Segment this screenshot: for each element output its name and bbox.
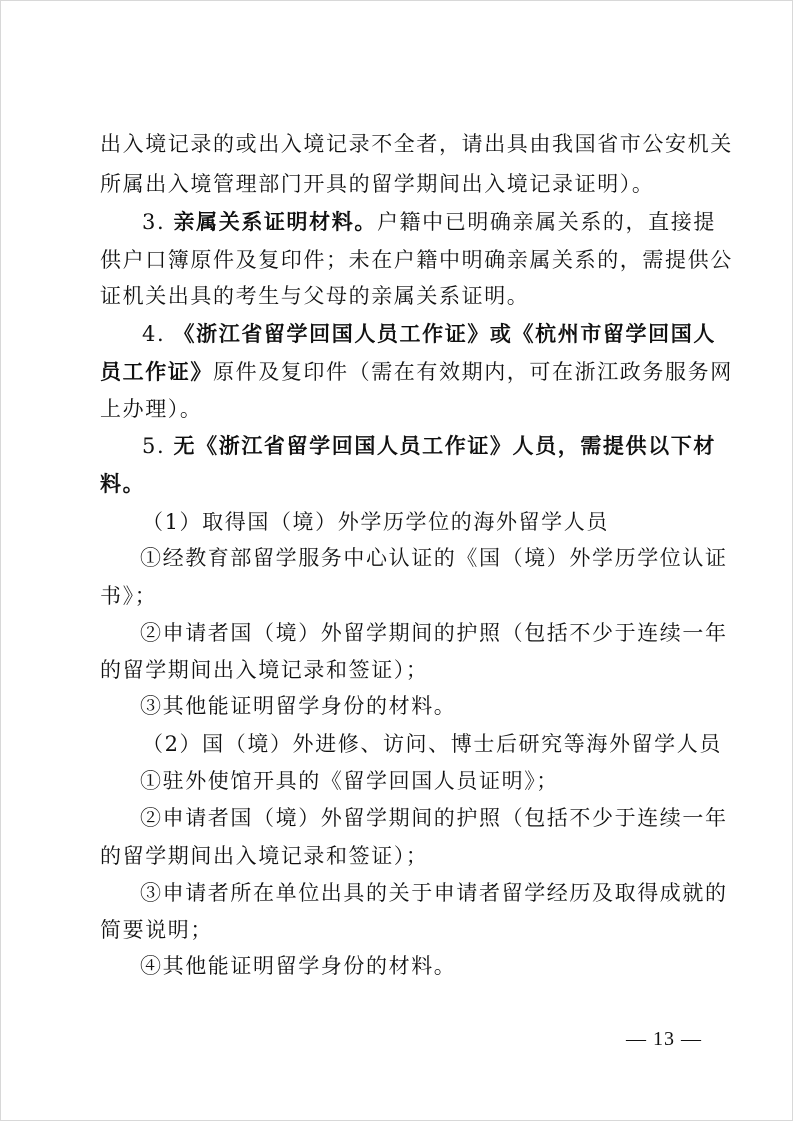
text-line — [140, 763, 740, 799]
text-line — [100, 838, 700, 874]
text-run: 原件及复印件（需在有效期内，可在浙江政务服务网 — [213, 360, 733, 384]
text-line — [100, 166, 700, 202]
text-line — [100, 912, 700, 948]
text-line — [100, 242, 733, 278]
text-run: ②申请者国（境）外留学期间的护照（包括不少于连续一年 — [140, 806, 728, 830]
text-run: 的留学期间出入境记录和签证）； — [100, 658, 429, 682]
text-line — [100, 466, 700, 502]
text-line — [100, 391, 700, 427]
text-line — [142, 316, 742, 352]
text-line — [142, 726, 742, 762]
page-number: — 13 — — [626, 1028, 702, 1050]
text-line — [100, 578, 700, 614]
bold-heading: 员工作证》 — [100, 359, 213, 384]
text-run: 简要说明； — [100, 918, 213, 942]
text-line — [140, 800, 740, 836]
text-line — [142, 428, 742, 464]
text-run: 书》； — [100, 584, 158, 608]
bold-heading: 《浙江省留学回国人员工作证》或《杭州市留学回国人 — [173, 321, 716, 346]
bold-heading: 料。 — [100, 471, 146, 496]
list-number: 3. — [142, 210, 166, 234]
text-run: 的留学期间出入境记录和签证）； — [100, 844, 429, 868]
text-run: ③其他能证明留学身份的材料。 — [140, 694, 457, 718]
text-line — [100, 278, 700, 314]
list-number: 5. — [142, 434, 166, 458]
text-line — [100, 354, 733, 390]
text-line — [100, 126, 733, 162]
text-run: 上办理）。 — [100, 397, 203, 421]
text-run: 出入境记录的或出入境记录不全者，请出具由我国省市公安机关 — [100, 132, 733, 156]
text-line — [140, 688, 740, 724]
text-line — [100, 652, 700, 688]
text-line — [142, 204, 742, 240]
text-run: ②申请者国（境）外留学期间的护照（包括不少于连续一年 — [140, 621, 728, 645]
text-line — [140, 615, 740, 651]
text-run: 所属出入境管理部门开具的留学期间出入境记录证明）。 — [100, 172, 655, 196]
text-line — [140, 948, 740, 984]
text-run: ④其他能证明留学身份的材料。 — [140, 954, 457, 978]
text-run: 证机关出具的考生与父母的亲属关系证明。 — [100, 284, 530, 308]
text-line — [140, 540, 740, 576]
text-run: ①经教育部留学服务中心认证的《国（境）外学历学位认证 — [140, 546, 728, 570]
text-run: ③申请者所在单位出具的关于申请者留学经历及取得成就的 — [140, 881, 728, 905]
text-line — [142, 504, 742, 540]
subheading: （2）国（境）外进修、访问、博士后研究等海外留学人员 — [142, 732, 722, 756]
bold-heading: 无《浙江省留学回国人员工作证》人员，需提供以下材 — [173, 433, 716, 458]
text-run: ①驻外使馆开具的《留学回国人员证明》； — [140, 769, 559, 793]
text-run: 户籍中已明确亲属关系的，直接提 — [376, 210, 716, 234]
list-number: 4. — [142, 322, 166, 346]
bold-heading: 亲属关系证明材料。 — [173, 209, 377, 234]
subheading: （1）取得国（境）外学历学位的海外留学人员 — [142, 510, 609, 534]
text-run: 供户口簿原件及复印件；未在户籍中明确亲属关系的，需提供公 — [100, 248, 733, 272]
text-line — [140, 875, 740, 911]
